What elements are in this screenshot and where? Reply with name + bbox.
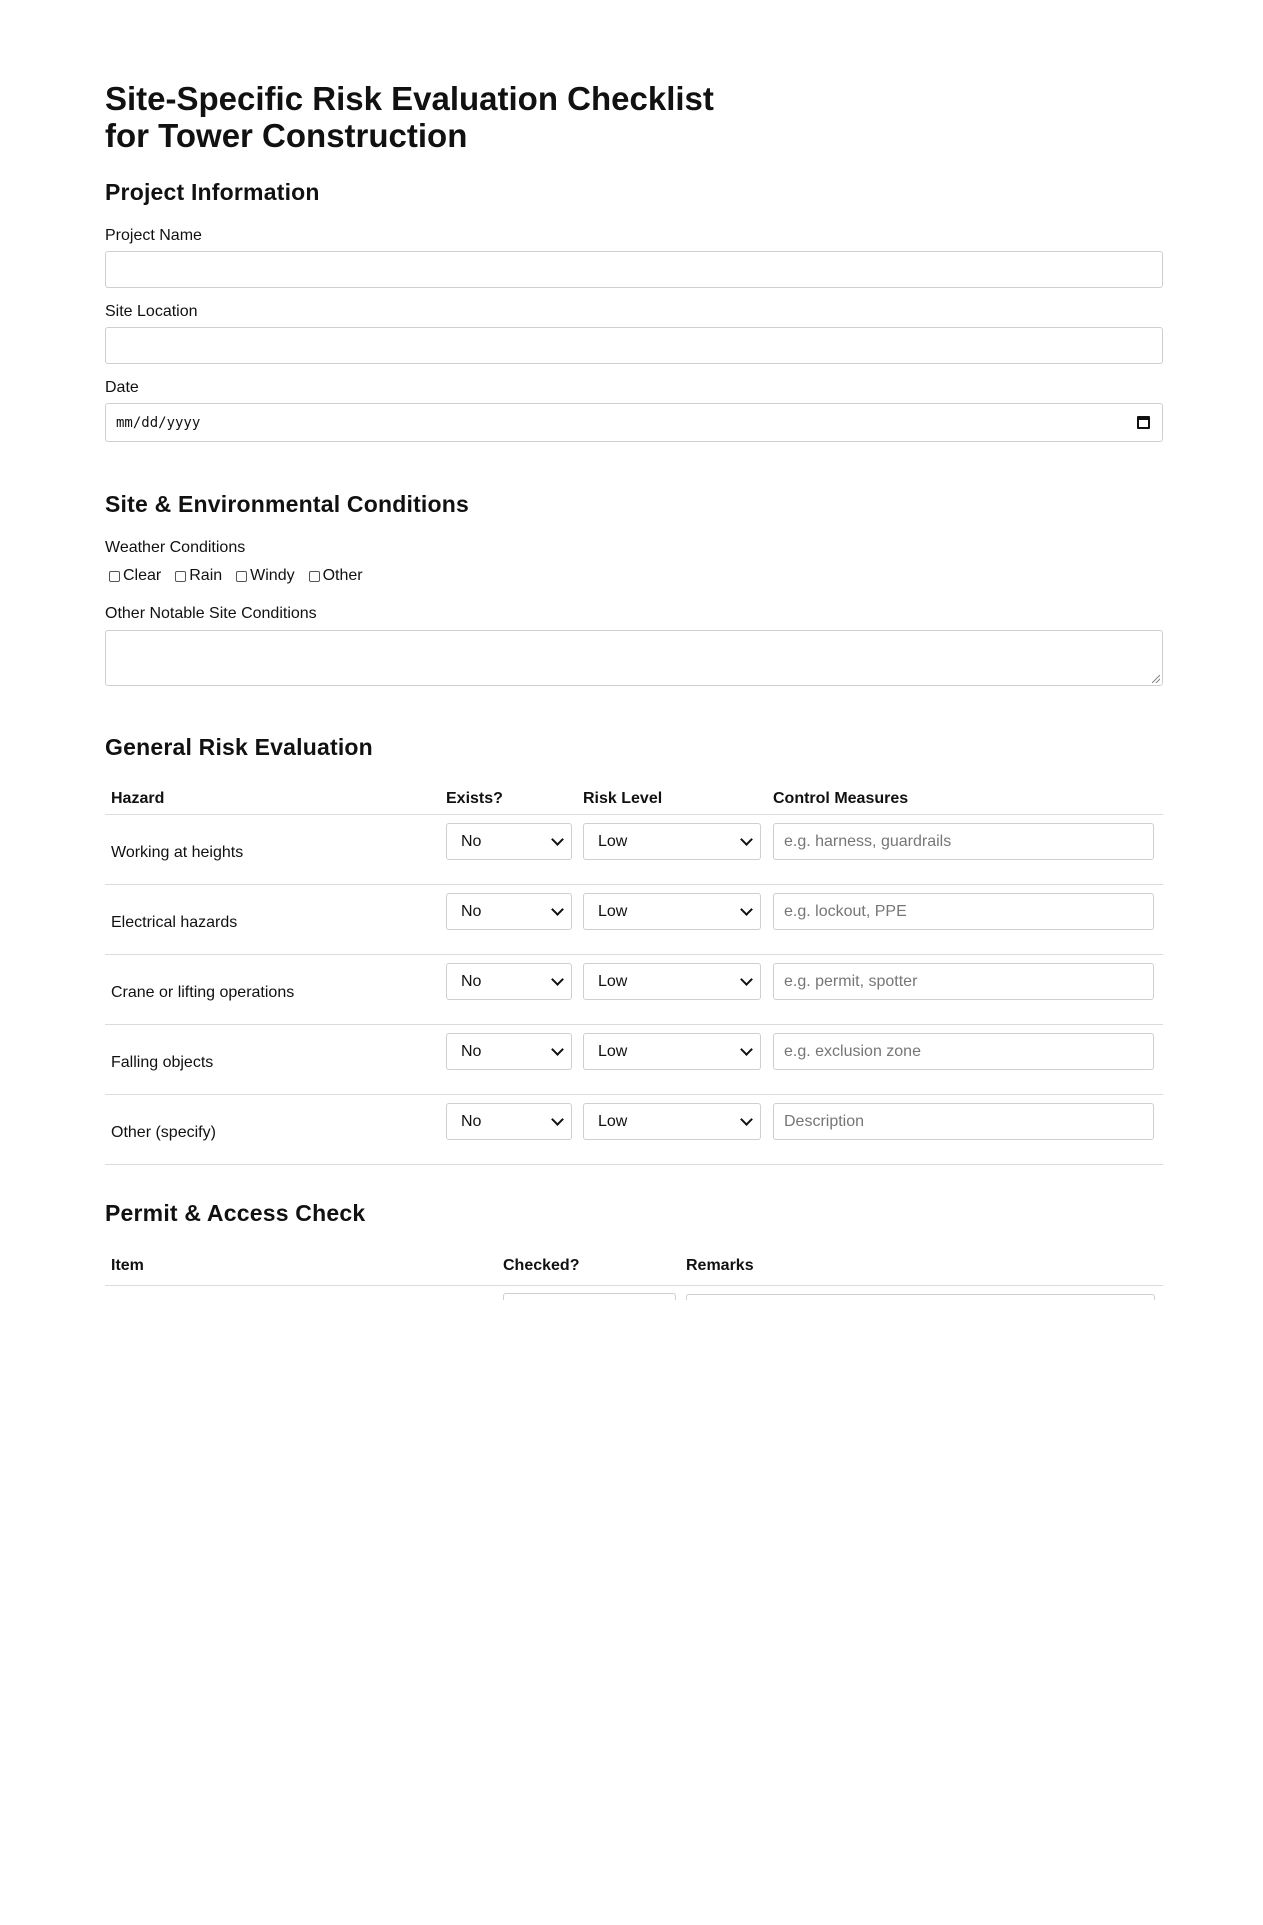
table-divider [105,1094,1163,1095]
column-header-control-measures: Control Measures [773,790,909,807]
checkbox-other[interactable] [309,571,320,582]
hazard-crane-lifting: Crane or lifting operations [111,984,295,1001]
table-divider [105,954,1163,955]
control-input-crane-lifting[interactable]: e.g. permit, spotter [773,963,1154,1000]
exists-select-crane-lifting[interactable]: No [446,963,572,1000]
checklist-form [105,0,1163,1300]
weather-conditions-label: Weather Conditions [105,539,246,556]
calendar-icon[interactable] [1137,416,1150,429]
table-divider [105,814,1163,815]
site-location-input[interactable] [105,327,1163,364]
date-placeholder: mm/dd/yyyy [116,414,201,431]
table-divider [105,1285,1163,1286]
site-location-label: Site Location [105,303,198,320]
site-notes-textarea[interactable] [105,630,1163,686]
weather-option-clear[interactable]: Clear [109,566,161,586]
chevron-down-icon [740,1043,753,1056]
column-header-exists: Exists? [446,790,503,807]
remarks-input-row-1[interactable] [686,1294,1155,1300]
chevron-down-icon [740,1113,753,1126]
checked-select-row-1[interactable] [503,1293,676,1300]
hazard-other: Other (specify) [111,1124,216,1141]
column-header-hazard: Hazard [111,790,165,807]
hazard-electrical: Electrical hazards [111,914,238,931]
section-heading-project-info: Project Information [105,179,320,205]
resize-handle-icon[interactable] [1152,675,1160,683]
control-input-other[interactable]: Description [773,1103,1154,1140]
date-label: Date [105,379,139,396]
control-input-falling-objects[interactable]: e.g. exclusion zone [773,1033,1154,1070]
control-input-electrical[interactable]: e.g. lockout, PPE [773,893,1154,930]
section-heading-site-conditions: Site & Environmental Conditions [105,491,470,517]
chevron-down-icon [551,833,564,846]
exists-select-working-at-heights[interactable]: No [446,823,572,860]
column-header-checked: Checked? [503,1257,580,1274]
chevron-down-icon [551,1113,564,1126]
table-divider [105,1164,1163,1165]
column-header-remarks: Remarks [686,1257,754,1274]
section-heading-general-risk: General Risk Evaluation [105,734,373,760]
exists-select-electrical[interactable]: No [446,893,572,930]
control-input-working-at-heights[interactable]: e.g. harness, guardrails [773,823,1154,860]
checkbox-rain[interactable] [175,571,186,582]
chevron-down-icon [740,833,753,846]
chevron-down-icon [740,973,753,986]
weather-option-other[interactable]: Other [309,566,363,586]
table-divider [105,884,1163,885]
weather-option-windy[interactable]: Windy [236,566,294,586]
page-title: Site-Specific Risk Evaluation Checklist for Tower Construction [105,80,714,154]
section-heading-permit-check: Permit & Access Check [105,1200,366,1226]
column-header-item: Item [111,1257,144,1274]
chevron-down-icon [551,1043,564,1056]
checkbox-windy[interactable] [236,571,247,582]
site-notes-label: Other Notable Site Conditions [105,605,317,622]
chevron-down-icon [551,973,564,986]
column-header-risk-level: Risk Level [583,790,663,807]
weather-checkbox-group [109,566,377,586]
weather-option-rain[interactable]: Rain [175,566,222,586]
risk-select-falling-objects[interactable]: Low [583,1033,761,1070]
risk-select-other[interactable]: Low [583,1103,761,1140]
hazard-falling-objects: Falling objects [111,1054,214,1071]
table-divider [105,1024,1163,1025]
hazard-working-at-heights: Working at heights [111,844,244,861]
risk-select-crane-lifting[interactable]: Low [583,963,761,1000]
risk-select-working-at-heights[interactable]: Low [583,823,761,860]
exists-select-other[interactable]: No [446,1103,572,1140]
project-name-input[interactable] [105,251,1163,288]
project-name-label: Project Name [105,227,202,244]
risk-select-electrical[interactable]: Low [583,893,761,930]
chevron-down-icon [740,903,753,916]
chevron-down-icon [551,903,564,916]
checkbox-clear[interactable] [109,571,120,582]
exists-select-falling-objects[interactable]: No [446,1033,572,1070]
date-input[interactable] [105,403,1163,442]
